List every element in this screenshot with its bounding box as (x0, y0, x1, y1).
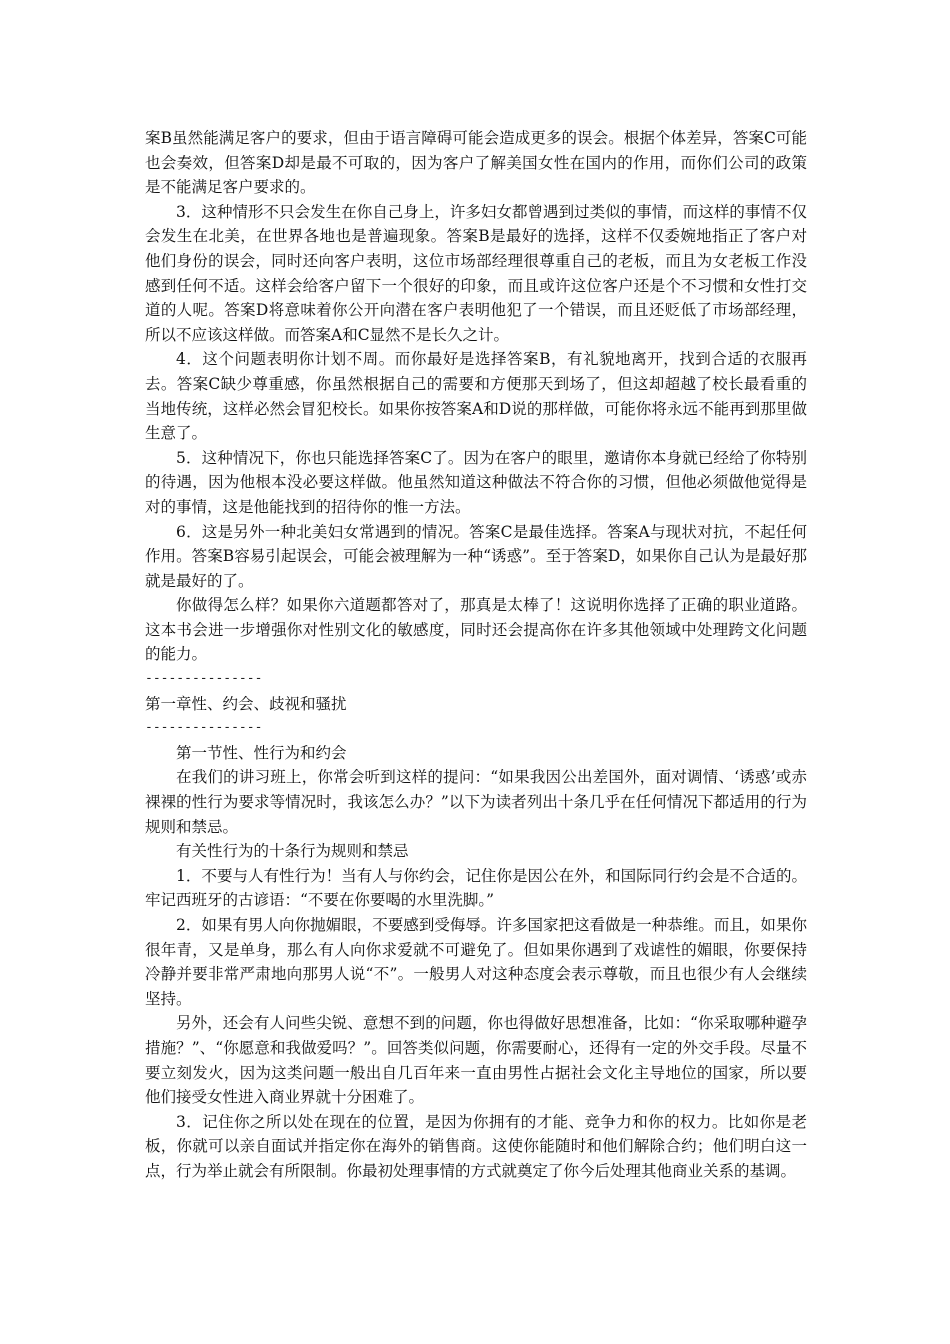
section-intro-paragraph: 在我们的讲习班上，你常会听到这样的提问：“如果我因公出差国外，面对调情、‘诱惑’或赤裸裸的性行为要求等情况时，我该怎么办？”以下为读者列出十条几乎在任何情况下都适用的行为规则和禁忌。 (145, 768, 807, 836)
paragraph-answer-2-continued: 案B虽然能满足客户的要求，但由于语言障碍可能会造成更多的误会。根据个体差异，答案C可能也会奏效，但答案D却是最不可取的，因为客户了解美国女性在国内的作用，而你们公司的政策是不能满足客户要求的。 (145, 129, 807, 197)
paragraph-answer-6: 6．这是另外一种北美妇女常遇到的情况。答案C是最佳选择。答案A与现状对抗，不起任何作用。答案B容易引起误会，可能会被理解为一种“诱惑”。至于答案D，如果你自己认为是最好那就是最好的了。 (145, 522, 807, 590)
divider-bottom: --------------- (145, 720, 263, 736)
rule-1: 1．不要与人有性行为！当有人与你约会，记住你是因公在外，和国际同行约会是不合适的。牢记西班牙的古谚语：“不要在你要喝的水里洗脚。” (145, 866, 807, 910)
chapter-title: 第一章性、约会、歧视和骚扰 (145, 694, 347, 713)
rule-2: 2．如果有男人向你抛媚眼，不要感到受侮辱。许多国家把这看做是一种恭维。而且，如果你很年青，又是单身，那么有人向你求爱就不可避免了。但如果你遇到了戏谑性的媚眼，你要保持冷静并要非常严肃地向那男人说“不”。一般男人对这种态度会表示尊敬，而且也很少有人会继续坚持。 (145, 916, 807, 1008)
paragraph-summary: 你做得怎么样？如果你六道题都答对了，那真是太棒了！这说明你选择了正确的职业道路。这本书会进一步增强你对性别文化的敏感度，同时还会提高你在许多其他领域中处理跨文化问题的能力。 (145, 596, 807, 664)
rule-2-continued: 另外，还会有人问些尖锐、意想不到的问题，你也得做好思想准备，比如：“你采取哪种避孕措施？”、“你愿意和我做爱吗？”。回答类似问题，你需要耐心，还得有一定的外交手段。尽量不要立刻发火，因为这类问题一般出自几百年来一直由男性占据社会文化主导地位的国家，所以要他们接受女性进入商业界就十分困难了。 (145, 1014, 807, 1107)
paragraph-answer-3: 3．这种情形不只会发生在你自己身上，许多妇女都曾遇到过类似的事情，而这样的事情不仅会发生在北美，在世界各地也是普遍现象。答案B是最好的选择，这样不仅委婉地指正了客户对他们身份的误会，同时还向客户表明，这位市场部经理很尊重自己的老板，而且为女老板工作没感到任何不适。这样会给客户留下一个很好的印象，而且或许这位客户还是个不习惯和女性打交道的人呢。答案D将意味着你公开向潜在客户表明他犯了一个错误，而且还贬低了市场部经理，所以不应该这样做。而答案A和C显然不是长久之计。 (145, 202, 807, 344)
section-title: 第一节性、性行为和约会 (176, 743, 347, 762)
paragraph-answer-5: 5．这种情况下，你也只能选择答案C了。因为在客户的眼里，邀请你本身就已经给了你特别的待遇，因为他根本没必要这样做。他虽然知道这种做法不符合你的习惯，但他必须做他觉得是对的事情，这是他能找到的招待你的惟一方法。 (145, 448, 807, 516)
document-page (145, 126, 807, 1184)
divider-top: --------------- (145, 671, 263, 687)
rules-heading: 有关性行为的十条行为规则和禁忌 (176, 842, 409, 861)
rule-3: 3．记住你之所以处在现在的位置，是因为你拥有的才能、竞争力和你的权力。比如你是老板，你就可以亲自面试并指定你在海外的销售商。这使你能随时和他们解除合约；他们明白这一点，行为举止就会有所限制。你最初处理事情的方式就奠定了你今后处理其他商业关系的基调。 (145, 1112, 807, 1180)
paragraph-answer-4: 4．这个问题表明你计划不周。而你最好是选择答案B，有礼貌地离开，找到合适的衣服再去。答案C缺少尊重感，你虽然根据自己的需要和方便那天到场了，但这却超越了校长最看重的当地传统，这样必然会冒犯校长。如果你按答案A和D说的那样做，可能你将永远不能再到那里做生意了。 (145, 350, 807, 443)
